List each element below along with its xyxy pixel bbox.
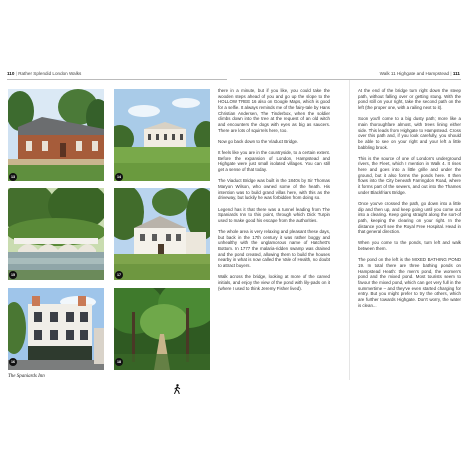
right-page-header <box>380 71 460 76</box>
photo-white-cottages <box>114 188 210 280</box>
walking-person-icon <box>173 384 181 394</box>
header-divider: | <box>450 71 453 76</box>
paragraph: It feels like you are in the countryside, to a certain extent. Before the expansion of London, Hampstead and Highgate were just small isolated villages. You can still get a sense of that today. <box>218 150 330 173</box>
left-page-header <box>7 71 81 76</box>
photo-caption: The Spaniards Inn <box>8 374 45 379</box>
paragraph: Once you've crossed the path, go down into a little dip and then up, and keep going until you come out into a clearing. Keep going straight along the sort-of path, keeping the clearing on your right. In the distance you'll see the Royal Free Hospital. Head in that general direction. <box>358 200 461 235</box>
right-page-number: 111 <box>452 71 460 76</box>
paragraph: The Viaduct Bridge was built in the 1840s by Sir Thomas Maryon Wilson, who owned some of the heath. His intention was to build grand villas here, with this as the driveway, but luckily he was forbidden from doing so. <box>218 178 330 201</box>
paragraph: When you come to the ponds, turn left and walk between them. <box>358 240 461 252</box>
right-page-walk-title: Walk 11 Highgate and Hampstead <box>379 71 450 76</box>
photo-woodland-path <box>114 288 210 370</box>
left-header-rule <box>7 79 227 80</box>
header-divider: | <box>15 71 19 76</box>
paragraph: This is the source of one of London's underground rivers, the Fleet, which I mention in Walk 4. It rises here and goes into a little grille and under the ground, but it also forms the ponds here. It then flows into the City beneath Farringdon Road, where it forms part of the sewers, and out into the Thames under Blackfriars Bridge. <box>358 155 461 195</box>
right-page-text-column <box>358 88 461 308</box>
paragraph: there in a minute, but if you like, you could take the wooden steps ahead of you and go up the slope to the HOLLOW TREE 16 also on Google Maps, which is good for a selfie. It always reminds me of the fairy-tale by Hans Christian Andersen, The Tinderbox, when the soldier climbs down into the tree at the request of an old witch and encounters the dogs with eyes as big as saucers. There are lots of squirrels here, too. <box>218 88 330 133</box>
left-page-text-column <box>218 88 330 291</box>
paragraph: Soon you'll come to a big dusty path; more like a main thoroughfare almost, with trees lining either side. This leads from Highgate to Hampstead. Cross over this path and, if you look carefully, you should be able to see on your right and your left a little babbling brook. <box>358 116 461 150</box>
paragraph: Walk across the bridge, looking at more of the carved initials, and enjoy the view of the pond with lily-pads on it (where I used to think Jeremy Fisher lived). <box>218 274 330 291</box>
photo-number-badge: 15 <box>11 273 15 277</box>
left-page-number: 110 <box>7 71 15 76</box>
photo-white-villa <box>114 89 210 181</box>
photo-number-badge: 13 <box>11 175 15 179</box>
photo-white-bridge <box>8 188 104 280</box>
photo-number-badge: 14 <box>117 175 121 179</box>
paragraph: Legend has it that there was a tunnel leading from The Spaniards Inn to this point, through which Dick Turpin used to make good his escape from the authorities. <box>218 206 330 223</box>
left-page-title: Rather Splendid London Walks <box>18 71 82 76</box>
paragraph: Now go back down to the Viaduct Bridge. <box>218 138 299 144</box>
right-header-rule <box>240 79 461 80</box>
book-gutter <box>349 80 350 380</box>
paragraph: At the end of the bridge turn right down the steep path, without falling over or getting stung. With the pond still on your right, take the second path on the left (the proper one, with a railing next to it). <box>358 88 461 110</box>
paragraph: The pond on the left is the MIXED BATHING POND 19. In total there are three bathing ponds on Hampstead Heath: the men's pond, the women's pond and the mixed pond. Most tourists seem to favour the mixed pond, which can get very full in the summertime – and they've even started charging for entry. But you might prefer to try the others, which are further towards Highgate. Don't worry, the water is clean... <box>358 257 461 308</box>
photo-number-badge: 17 <box>117 273 121 277</box>
paragraph: The whole area is very relaxing and pleasant these days, but back in the 17th century it was rather boggy and unhealthy with the unglamorous name of Hatchett's Bottom. In 1777 the malaria-ridden swamp was drained and the pond created, allowing them to build the houses nearby in what is now called the Vale of Health, no doubt to attract buyers. <box>218 229 330 269</box>
photo-brick-cottages <box>8 89 104 181</box>
photo-number-badge: 16 <box>11 360 15 364</box>
photo-number-badge: 18 <box>117 360 121 364</box>
photo-pub-facade <box>8 288 104 370</box>
